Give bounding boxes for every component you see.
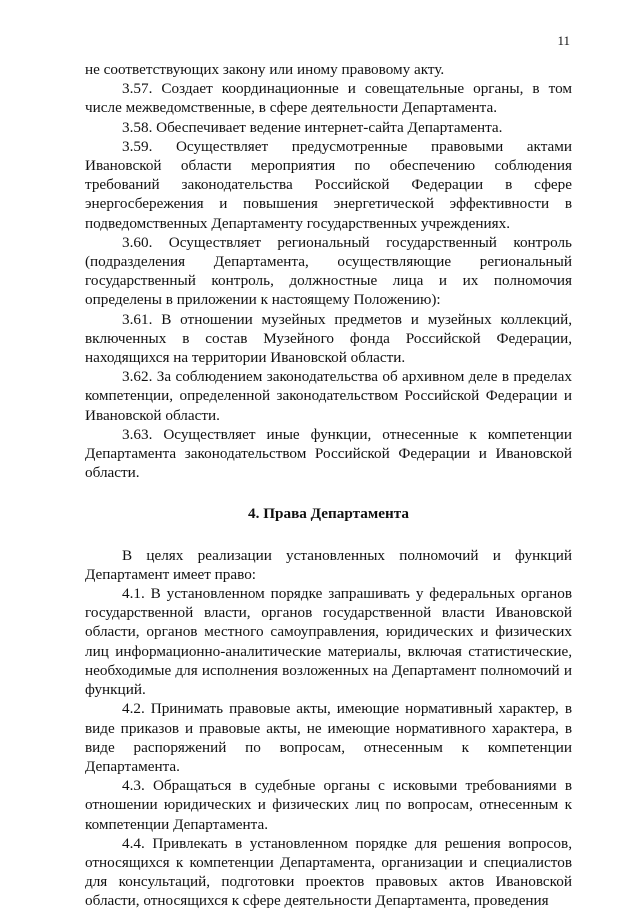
paragraph-3-57: 3.57. Создает координационные и совещательные органы, в том числе межведомственные, в сфере деятельности Департамента. xyxy=(85,80,572,117)
paragraph-4-1: 4.1. В установленном порядке запрашивать у федеральных органов государственной власти, органов государственной власти Ивановской области, органов местного самоуправления, юридических и физических лиц информационно-аналитические материалы, включая статистические, необходимые для исполнения возложенных на Департамент полномочий и функций. xyxy=(85,585,572,699)
paragraph-4-2: 4.2. Принимать правовые акты, имеющие нормативный характер, в виде приказов и правовые акты, не имеющие нормативного характера, в виде распоряжений по вопросам, отнесенным к компетенции Департамента. xyxy=(85,700,572,775)
paragraph-3-63: 3.63. Осуществляет иные функции, отнесенные к компетенции Департамента законодательством Российской Федерации и Ивановской области. xyxy=(85,425,572,482)
paragraph-4-4: 4.4. Привлекать в установленном порядке для решения вопросов, относящихся к компетенции Департамента, организации и специалистов для консультаций, подготовки проектов правовых актов Ивановской области, относящихся к сфере деятельности Департамента, проведения xyxy=(85,834,572,910)
paragraph-4-3: 4.3. Обращаться в судебные органы с исковыми требованиями в отношении юридических и физических лиц по вопросам, отнесенным к компетенции Департамента. xyxy=(85,777,572,833)
section-heading: 4. Права Департамента xyxy=(248,505,409,523)
paragraph-3-62: 3.62. За соблюдением законодательства об архивном деле в пределах компетенции, определенной законодательством Российской Федерации и Ивановской области. xyxy=(85,368,572,424)
page-number: 11 xyxy=(557,33,570,48)
paragraph-3-59: 3.59. Осуществляет предусмотренные правовыми актами Ивановской области мероприятия по обеспечению соблюдения требований законодательства Российской Федерации в сфере энергосбережения и повышения энергетической эффективности в подведомственных Департаменту государственных учреждениях. xyxy=(85,137,572,232)
paragraph-3-60: 3.60. Осуществляет региональный государственный контроль (подразделения Департамента, осуществляющие региональный государственный контроль, должностные лица и их полномочия определены в приложении к настоящему Положению): xyxy=(85,233,572,309)
paragraph-intro: В целях реализации установленных полномочий и функций Департамент имеет право: xyxy=(85,546,572,583)
paragraph-3-58: 3.58. Обеспечивает ведение интернет-сайта Департамента. xyxy=(122,118,503,136)
document-body xyxy=(85,60,572,911)
paragraph-3-61: 3.61. В отношении музейных предметов и музейных коллекций, включенных в состав Музейного фонда Российской Федерации, находящихся на территории Ивановской области. xyxy=(85,310,572,367)
paragraph-continuation: не соответствующих закону или иному правовому акту. xyxy=(85,61,445,78)
